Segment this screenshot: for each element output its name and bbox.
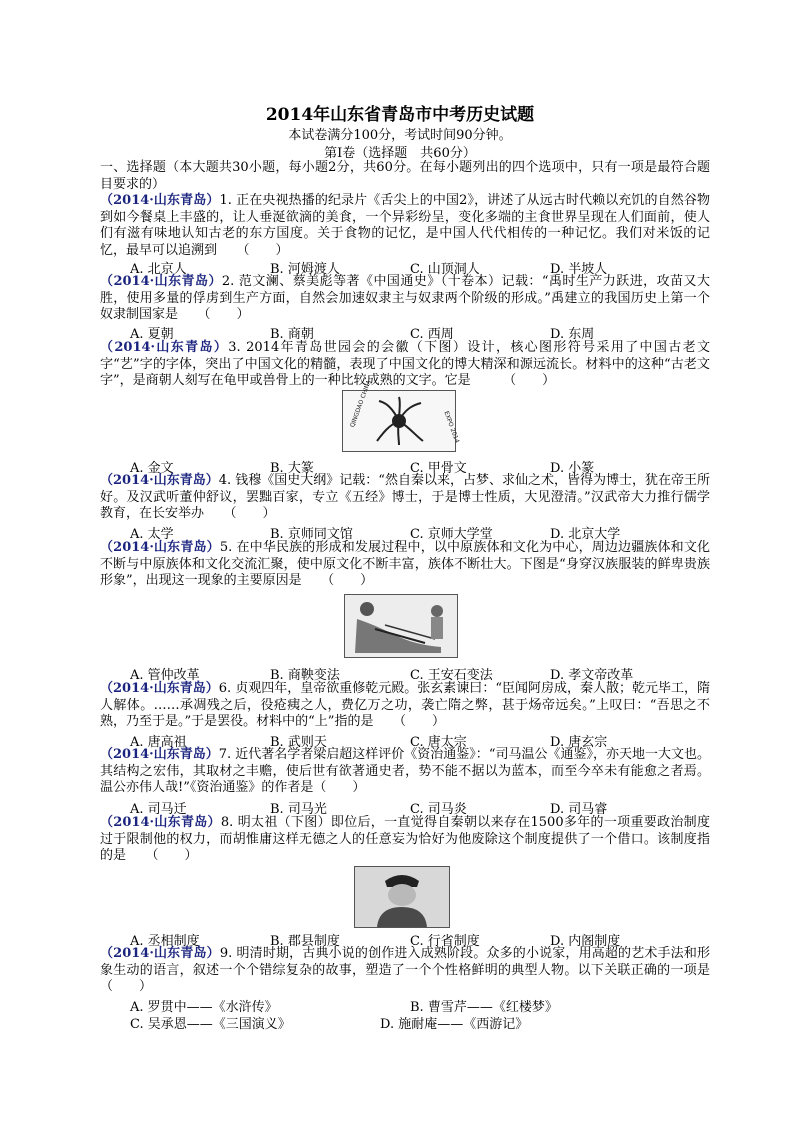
question-text: 4. 钱穆《国史大纲》记载：“然自秦以来，占梦、求仙之术，皆得为博士，犹在帝王所好。及汉武听董仲舒议，罢黜百家，专立《五经》博士，于是博士性质，大见澄清。”汉武帝大力推行儒学教育，在长安举办 （ ）	[100, 473, 710, 521]
question-9-options-row1	[100, 996, 710, 1013]
question-4-options	[100, 523, 710, 540]
option-c: C. 西周	[410, 327, 454, 342]
option-c: C. 山顶洞人	[410, 262, 480, 277]
question-source: （2014·山东青岛）	[100, 815, 221, 830]
option-c: C. 王安石变法	[410, 668, 493, 683]
question-text: 3. 2014年青岛世园会的会徽（下图）设计，核心图形符号采用了中国古老文字“艺”字的字体，突出了中国文化的精髓，表现了中国文化的博大精深和源远流长。材料中的这种“古老文字”，是商朝人刻写在龟甲或兽骨上的一种比较成熟的文字。它是 （ ）	[100, 340, 710, 388]
emblem-text-right: EXPO 2014	[442, 410, 461, 445]
option-b: B. 武则天	[270, 735, 327, 750]
question-2	[100, 274, 710, 324]
option-d: D. 司马睿	[550, 802, 608, 817]
question-source: （2014·山东青岛）	[100, 193, 220, 208]
option-d: D. 内阁制度	[550, 934, 621, 949]
option-a: A. 夏朝	[130, 327, 174, 342]
question-7	[100, 747, 710, 797]
question-source: （2014·山东青岛）	[100, 473, 219, 488]
option-a: A. 北京人	[130, 262, 187, 277]
option-c: C. 司马炎	[410, 802, 467, 817]
question-3-options	[100, 457, 710, 474]
option-d: D. 半坡人	[550, 262, 608, 277]
question-source: （2014·山东青岛）	[100, 274, 222, 289]
question-source: （2014·山东青岛）	[100, 946, 220, 961]
option-c: C. 吴承恩——《三国演义》	[130, 1017, 291, 1032]
option-a: A. 司马迁	[130, 802, 187, 817]
expo-emblem-icon	[343, 379, 461, 451]
page-title: 2014年山东省青岛市中考历史试题	[265, 105, 535, 125]
question-source: （2014·山东青岛）	[100, 747, 219, 762]
option-b: B. 曹雪芹——《红楼梦》	[410, 1000, 558, 1015]
option-b: B. 商朝	[270, 327, 314, 342]
question-text: 5. 在中华民族的形成和发展过程中，以中原族体和文化为中心，周边边疆族体和文化不断与中原族体和文化交流汇聚，使中原文化不断丰富，族体不断壮大。下图是“身穿汉族服装的鲜卑贵族形象”，出现这一现象的主要原因是 （ ）	[100, 540, 710, 588]
option-c: C. 行省制度	[410, 934, 480, 949]
question-text: 2. 范文澜、蔡美彪等著《中国通史》（十卷本）记载：“禹时生产力跃进，攻苗又大胜，使用多量的俘虏到生产方面，自然会加速奴隶主与奴隶两个阶级的形成。”禹建立的我国历史上第一个奴隶制国家是 （ ）	[100, 274, 710, 322]
option-b: B. 司马光	[270, 802, 327, 817]
option-d: D. 北京大学	[550, 527, 621, 542]
emblem-text-left: QINGDAO CHINA	[349, 379, 373, 429]
question-4	[100, 473, 710, 523]
question-text: 9. 明清时期，古典小说的创作进入成熟阶段。众多的小说家，用高超的艺术手法和形象生动的语言，叙述一个个错综复杂的故事，塑造了一个个性格鲜明的典型人物。以下关联正确的一项是（ ）	[100, 946, 710, 994]
volume-heading: 第Ⅰ卷（选择题 共60分）	[324, 146, 476, 161]
question-1-options	[100, 258, 710, 275]
question-8	[100, 815, 710, 865]
option-a: A. 金文	[130, 461, 174, 476]
expo-emblem-figure	[342, 379, 461, 452]
exam-info: 本试卷满分100分，考试时间90分钟。	[288, 128, 512, 143]
option-b: B. 郡县制度	[270, 934, 340, 949]
option-b: B. 大篆	[270, 461, 314, 476]
question-2-options	[100, 323, 710, 340]
xianbei-noble-illustration	[345, 595, 457, 657]
question-5	[100, 540, 710, 590]
option-c: C. 甲骨文	[410, 461, 467, 476]
question-text: 6. 贞观四年，皇帝欲重修乾元殿。张玄素谏曰：“臣闻阿房成，秦人散；乾元毕工，隋人解体。……承凋残之后，役疮痍之人，费亿万之功，袭亡隋之弊，甚于炀帝远矣。”上叹曰：“吾思之不熟，乃至于是。”于是罢役。材料中的“上”指的是 （ ）	[100, 681, 710, 729]
question-3	[100, 340, 710, 390]
option-a: A. 唐高祖	[130, 735, 187, 750]
question-6	[100, 681, 710, 731]
question-8-options	[100, 930, 710, 947]
option-b: B. 京师同文馆	[270, 527, 353, 542]
option-c: C. 唐太宗	[410, 735, 467, 750]
question-source: （2014·山东青岛）	[100, 540, 220, 555]
option-d: D. 东周	[550, 327, 595, 342]
ming-taizu-portrait	[355, 867, 449, 927]
question-text: 8. 明太祖（下图）即位后，一直觉得自秦朝以来存在1500多年的一项重要政治制度过于限制他的权力，而胡惟庸这样无德之人的任意妄为恰好为他废除这个制度提供了一个借口。该制度指的是 （ ）	[100, 815, 710, 863]
question-5-options	[100, 664, 710, 681]
question-source: （2014·山东青岛）	[100, 681, 219, 696]
option-d: D. 孝文帝改革	[550, 668, 634, 683]
option-c: C. 京师大学堂	[410, 527, 493, 542]
question-9	[100, 946, 710, 996]
question-9-options-row2	[100, 1013, 710, 1030]
option-d: D. 唐玄宗	[550, 735, 608, 750]
option-a: A. 太学	[130, 527, 174, 542]
question-1	[100, 193, 710, 259]
ming-taizu-portrait-figure	[354, 866, 450, 928]
question-6-options	[100, 731, 710, 748]
question-text: 1. 正在央视热播的纪录片《舌尖上的中国2》，讲述了从远古时代赖以充饥的自然谷物到如今餐桌上丰盛的，让人垂涎欲滴的美食，一个异彩纷呈，变化多端的主食世界呈现在人们面前，使人们有滋有味地认知古老的东方国度。关于食物的记忆，是中国人代代相传的一种记忆。我们对米饭的记忆，最早可以追溯到 （ ）	[100, 193, 710, 258]
question-text: 7. 近代著名学者梁启超这样评价《资治通鉴》：“司马温公《通鉴》，亦天地一大文也。其结构之宏伟，其取材之丰赡，使后世有欲著通史者，势不能不据以为蓝本，而至今卒未有能愈之者焉。温公亦伟人哉!”《资治通鉴》的作者是（ ）	[100, 747, 710, 795]
option-b: B. 河姆渡人	[270, 262, 340, 277]
option-b: B. 商鞅变法	[270, 668, 340, 683]
option-d: D. 小篆	[550, 461, 595, 476]
option-d: D. 施耐庵——《西游记》	[380, 1017, 529, 1032]
option-a: A. 罗贯中——《水浒传》	[130, 1000, 278, 1015]
question-source: （2014·山东青岛）	[100, 340, 229, 355]
option-a: A. 丞相制度	[130, 934, 200, 949]
option-a: A. 管仲改革	[130, 668, 200, 683]
section-instructions: 一、选择题（本大题共30小题，每小题2分，共60分。在每小题列出的四个选项中，只有一项是最符合题目要求的）	[100, 160, 710, 192]
xianbei-noble-figure	[344, 594, 458, 658]
question-7-options	[100, 798, 710, 815]
